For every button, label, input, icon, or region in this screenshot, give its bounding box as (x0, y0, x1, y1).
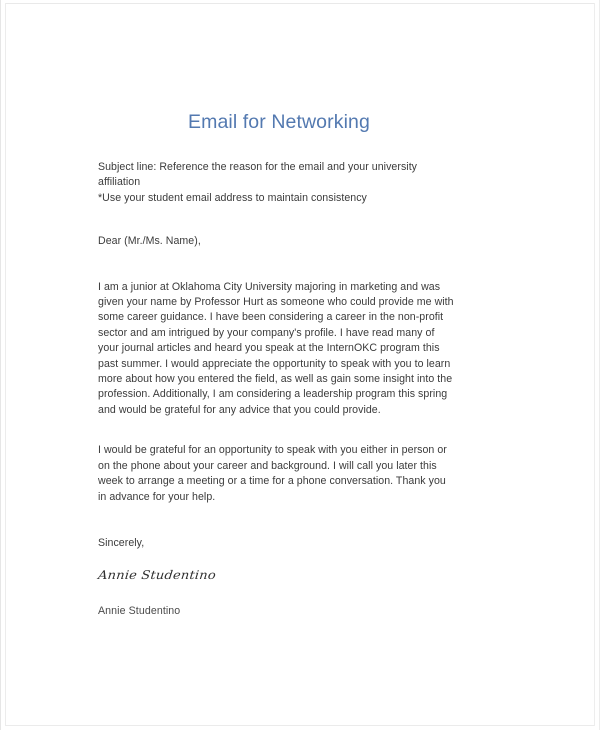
typed-signature-name: Annie Studentino (98, 605, 181, 618)
page-border-left (5, 3, 6, 726)
subject-note: *Use your student email address to maintain consistency (98, 191, 367, 204)
salutation: Dear (Mr./Ms. Name), (98, 235, 201, 248)
document-title: Email for Networking (188, 111, 370, 133)
page-border-bottom (5, 725, 595, 726)
page-border-right (594, 3, 595, 726)
subject-block (98, 160, 456, 206)
subject-line: Subject line: Reference the reason for the email and your university affiliation (98, 161, 418, 189)
handwritten-signature: Annie Studentino (97, 568, 217, 583)
letter-content (98, 110, 456, 619)
body-paragraph-1: I am a junior at Oklahoma City University majoring in marketing and was given your name by Professor Hurt as someone who could provide me with some career guidance. I have been considering a career in the non-profit sector and am intrigued by your company's profile. I have read many of your journal articles and heard you speak at the InternOKC program this past summer. I would appreciate the opportunity to speak with you to learn more about how you entered the field, as well as gain some insight into the profession. Additionally, I am considering a leadership program this spring and would be grateful for any advice that you could provide. (98, 280, 454, 416)
body-paragraph-2: I would be grateful for an opportunity to speak with you either in person or on the phone about your career and background. I will call you later this week to arrange a meeting or a time for a phone conversation. Thank you in advance for your help. (98, 444, 447, 503)
page-border-top (5, 3, 595, 4)
closing-salutation: Sincerely, (98, 536, 145, 549)
